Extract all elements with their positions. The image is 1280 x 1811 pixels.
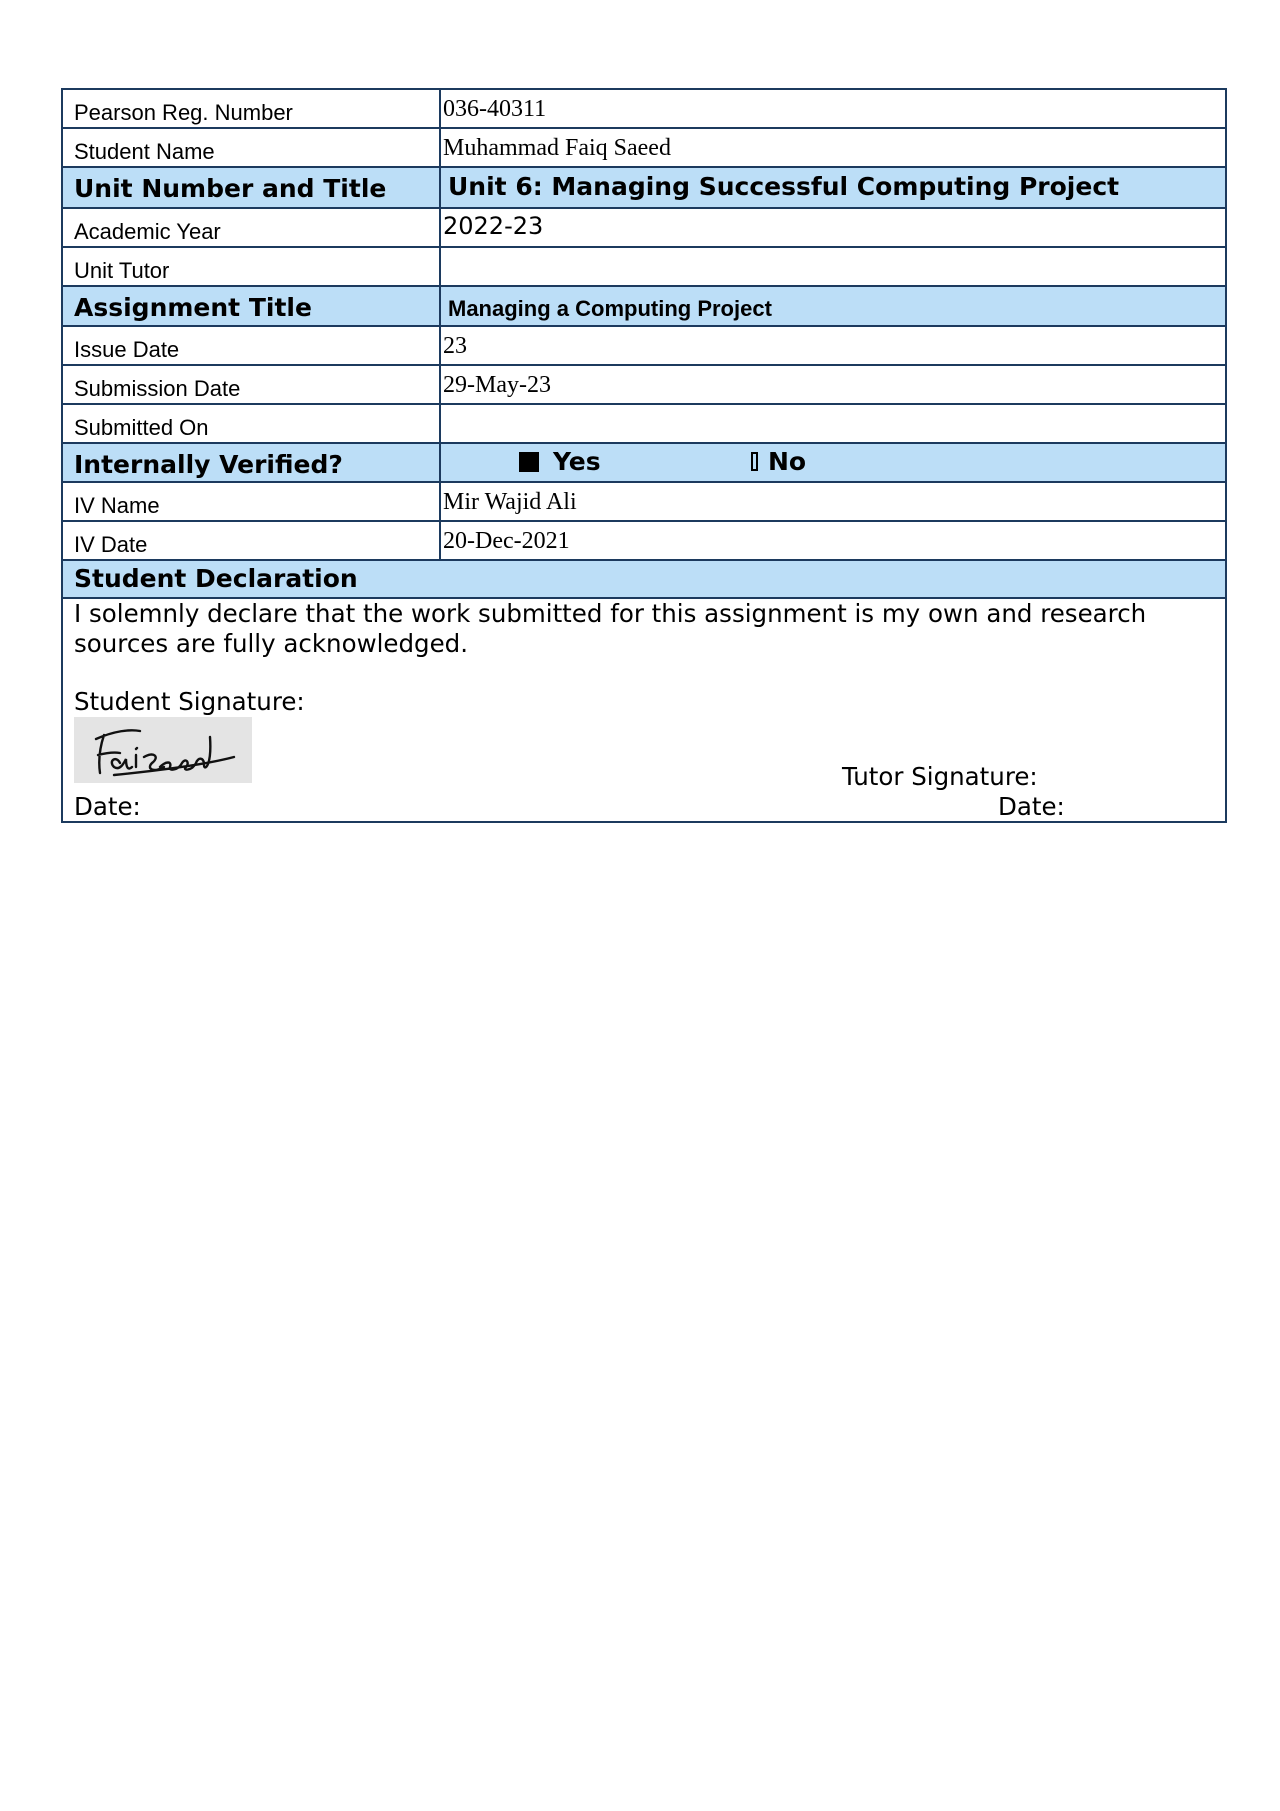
value-assignment-title: Managing a Computing Project xyxy=(448,296,772,321)
student-declaration-body xyxy=(63,599,1225,821)
option-yes-label: Yes xyxy=(553,447,601,476)
value-submitted-on xyxy=(441,405,1225,442)
option-yes[interactable] xyxy=(519,448,601,476)
label-submission-date: Submission Date xyxy=(63,366,441,403)
row-internally-verified xyxy=(63,444,1225,483)
row-student-name xyxy=(63,129,1225,168)
label-assignment-title: Assignment Title xyxy=(63,287,441,325)
option-no-label: No xyxy=(768,447,807,476)
row-iv-name xyxy=(63,483,1225,522)
label-pearson-reg-number: Pearson Reg. Number xyxy=(63,90,441,127)
row-academic-year xyxy=(63,209,1225,248)
value-iv-name: Mir Wajid Ali xyxy=(443,489,577,515)
value-student-name: Muhammad Faiq Saeed xyxy=(443,135,671,161)
label-submitted-on: Submitted On xyxy=(63,405,441,442)
unchecked-checkbox-icon[interactable] xyxy=(751,452,758,471)
student-signature-image xyxy=(74,717,252,783)
internally-verified-options xyxy=(441,444,1225,481)
assignment-cover-sheet xyxy=(61,88,1227,823)
student-date-label: Date: xyxy=(74,792,141,821)
label-iv-name: IV Name xyxy=(63,483,441,520)
row-pearson-reg-number xyxy=(63,90,1225,129)
row-iv-date xyxy=(63,522,1225,561)
label-academic-year: Academic Year xyxy=(63,209,441,246)
tutor-date-label: Date: xyxy=(998,792,1065,821)
checked-checkbox-icon[interactable] xyxy=(519,452,539,472)
label-unit-tutor: Unit Tutor xyxy=(63,248,441,285)
student-signature-label: Student Signature: xyxy=(74,687,305,716)
option-no[interactable] xyxy=(751,448,806,476)
label-internally-verified: Internally Verified? xyxy=(63,444,441,481)
value-academic-year: 2022-23 xyxy=(443,212,544,240)
row-assignment-title xyxy=(63,287,1225,327)
row-issue-date xyxy=(63,327,1225,366)
row-unit-number-title xyxy=(63,168,1225,209)
row-submitted-on xyxy=(63,405,1225,444)
declaration-text: I solemnly declare that the work submitted for this assignment is my own and research sources are fully acknowledged. xyxy=(74,599,1147,658)
label-issue-date: Issue Date xyxy=(63,327,441,364)
value-iv-date: 20-Dec-2021 xyxy=(443,528,570,554)
tutor-signature-label: Tutor Signature: xyxy=(842,762,1038,791)
value-pearson-reg-number: 036-40311 xyxy=(443,96,547,122)
label-unit-number-title: Unit Number and Title xyxy=(63,168,441,207)
value-unit-tutor xyxy=(441,248,1225,285)
value-unit-number-title: Unit 6: Managing Successful Computing Project xyxy=(448,172,1120,201)
label-iv-date: IV Date xyxy=(63,522,441,559)
row-unit-tutor xyxy=(63,248,1225,287)
value-issue-date: 23 xyxy=(443,333,467,359)
value-submission-date: 29-May-23 xyxy=(443,372,551,398)
label-student-name: Student Name xyxy=(63,129,441,166)
student-declaration-heading: Student Declaration xyxy=(63,561,1225,599)
row-submission-date xyxy=(63,366,1225,405)
